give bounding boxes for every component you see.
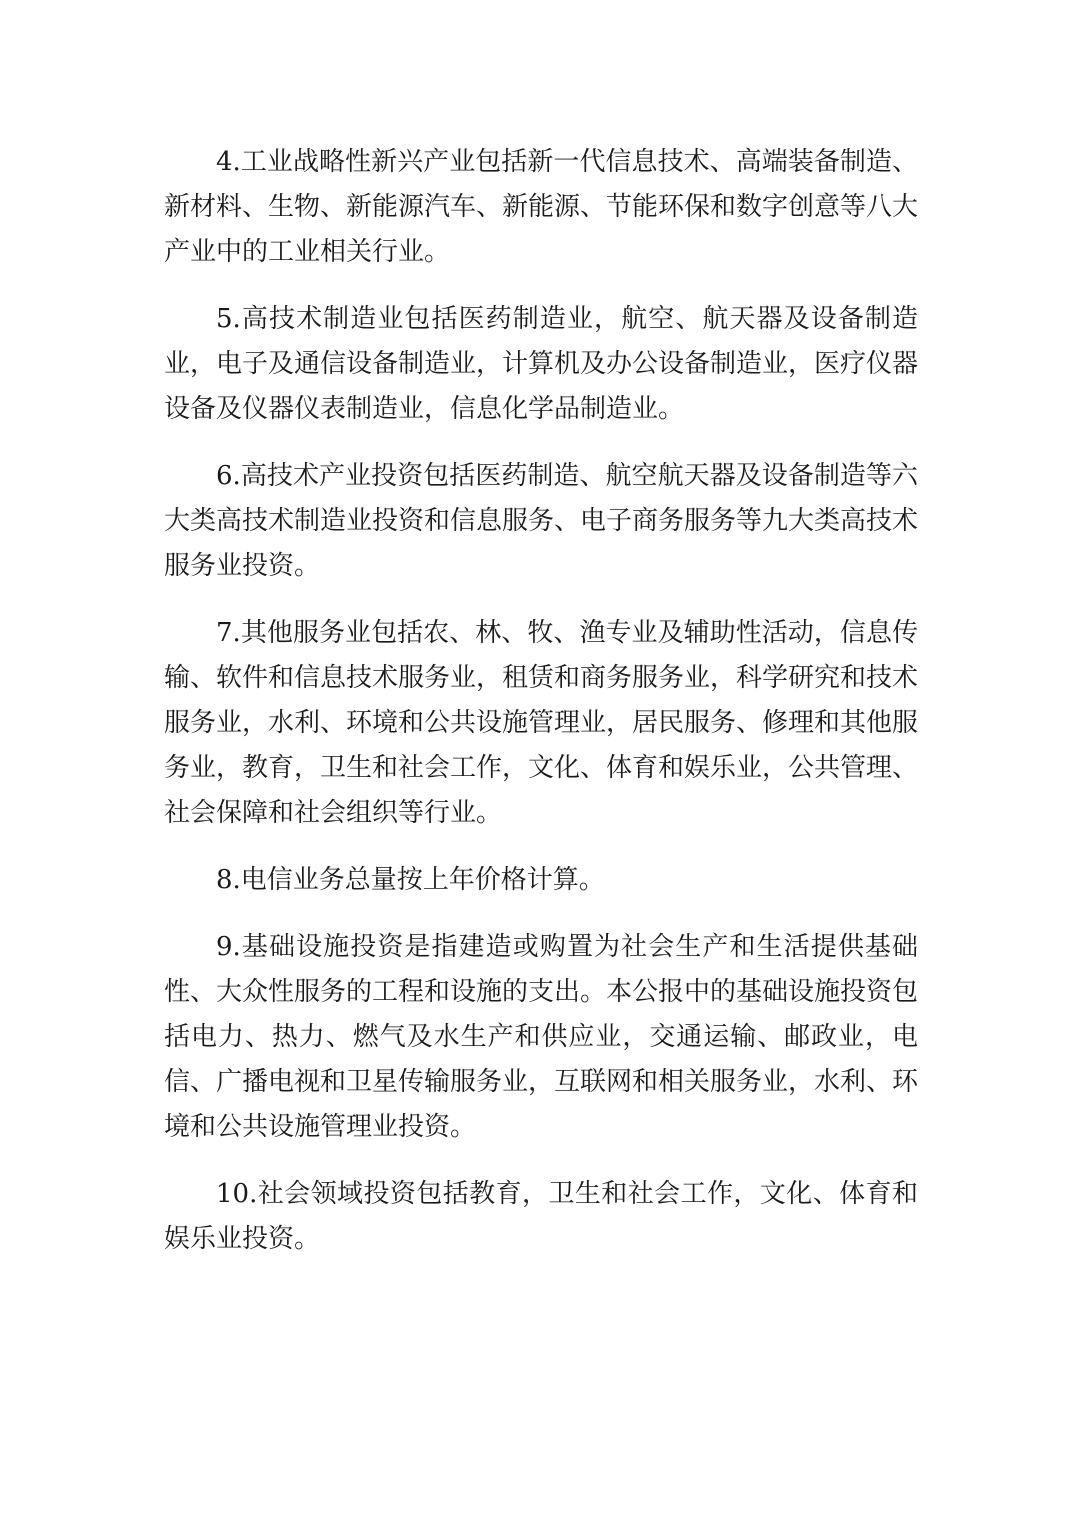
paragraph-note-8: 8.电信业务总量按上年价格计算。 — [216, 865, 605, 895]
paragraph-note-7: 7.其他服务业包括农、林、牧、渔专业及辅助性活动，信息传输、软件和信息技术服务业，租赁和商务服务业，科学研究和技术服务业，水利、环境和公共设施管理业，居民服务、修理和其他服务业，教育，卫生和社会工作，文化、体育和娱乐业，公共管理、社会保障和社会组织等行业。 — [164, 618, 919, 828]
paragraph-note-5: 5.高技术制造业包括医药制造业，航空、航天器及设备制造业，电子及通信设备制造业，计算机及办公设备制造业，医疗仪器设备及仪器仪表制造业，信息化学品制造业。 — [164, 304, 919, 424]
document-body — [164, 140, 918, 1262]
paragraph-note-10: 10.社会领域投资包括教育，卫生和社会工作，文化、体育和娱乐业投资。 — [164, 1179, 918, 1254]
paragraph-note-9: 9.基础设施投资是指建造或购置为社会生产和生活提供基础性、大众性服务的工程和设施的支出。本公报中的基础设施投资包括电力、热力、燃气及水生产和供应业，交通运输、邮政业，电信、广播电视和卫星传输服务业，互联网和相关服务业，水利、环境和公共设施管理业投资。 — [164, 932, 919, 1142]
paragraph-note-4: 4.工业战略性新兴产业包括新一代信息技术、高端装备制造、新材料、生物、新能源汽车、新能源、节能环保和数字创意等八大产业中的工业相关行业。 — [164, 147, 919, 267]
paragraph-note-6: 6.高技术产业投资包括医药制造、航空航天器及设备制造等六大类高技术制造业投资和信息服务、电子商务服务等九大类高技术服务业投资。 — [164, 461, 919, 581]
